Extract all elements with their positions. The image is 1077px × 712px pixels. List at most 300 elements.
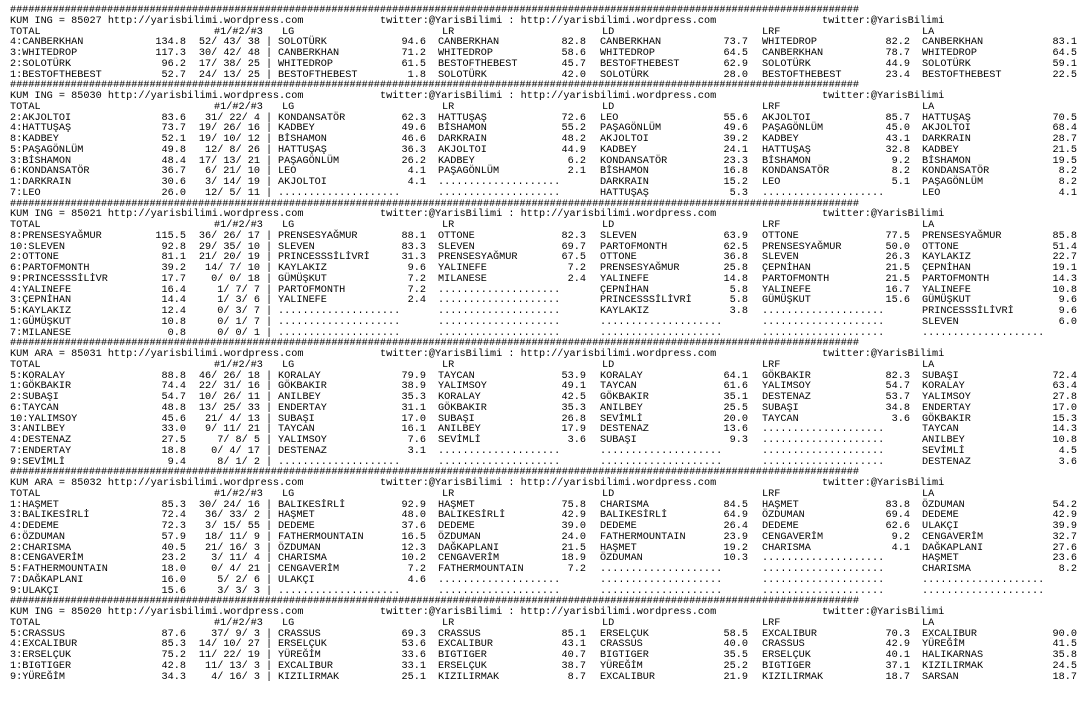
table-cell: 9.2 [891, 531, 910, 543]
table-row [10, 673, 1077, 684]
column-divider: | [266, 585, 273, 597]
table-cell: BİSHAMON [922, 155, 971, 167]
table-cell: .................... [762, 585, 885, 597]
horse-name: 3:WHITEDROP [10, 48, 78, 59]
separator-text: ############################################################################################################################################ [10, 467, 859, 479]
table-cell: 26.4 [723, 521, 748, 532]
column-divider: | [266, 273, 273, 285]
table-cell: ULAKÇI [922, 521, 959, 532]
table-cell: PAŞAGÖNLÜM [278, 155, 340, 167]
table-cell: 10/ 26/ 11 [198, 392, 260, 403]
table-cell: 36.7 [161, 166, 186, 178]
table-cell: DEDEME [600, 521, 637, 532]
table-cell: 19/ 26/ 16 [198, 123, 260, 135]
table-cell: 24.0 [561, 531, 586, 543]
table-cell: GÜMÜŞKUT [922, 295, 971, 307]
column-header: LA [922, 101, 935, 113]
table-cell: 88.1 [401, 230, 426, 242]
table-cell: 4.1 [891, 542, 910, 554]
table-cell: .................... [438, 295, 561, 307]
table-cell: YÜREĞİM [278, 650, 321, 661]
table-cell: 117.3 [155, 48, 186, 59]
table-cell: CHARISMA [278, 553, 327, 565]
table-cell: 35.1 [723, 392, 748, 403]
table-cell: BESTOFTHEBEST [438, 58, 518, 70]
table-cell: DESTENAZ [922, 456, 971, 468]
table-cell: CENGAVERİM [762, 531, 824, 543]
horse-name: 9:ULAKÇI [10, 585, 59, 597]
column-divider: | [266, 69, 273, 81]
horse-name: 6:ÖZDUMAN [10, 531, 66, 543]
table-cell: CHARISMA [922, 564, 971, 575]
table-cell: 6.0 [1058, 316, 1077, 328]
column-divider: | [266, 650, 273, 661]
table-cell: SEVİMLİ [438, 435, 481, 446]
table-cell: 55.2 [561, 123, 586, 135]
table-cell: .................... [922, 574, 1045, 586]
table-cell: 14.4 [161, 295, 186, 307]
table-cell: SLEVEN [278, 241, 315, 253]
table-cell: 30/ 24/ 16 [198, 499, 260, 511]
table-cell: KADBEY [922, 144, 959, 156]
table-cell: ENDERTAY [278, 402, 327, 414]
table-cell: 92.9 [401, 499, 426, 511]
table-cell: ANILBEY [922, 435, 965, 446]
table-cell: DESTENAZ [278, 445, 327, 457]
table-cell: HAŞMET [278, 510, 315, 522]
horse-name: 7:MILANESE [10, 327, 72, 339]
table-cell: .................... [600, 327, 723, 339]
table-cell: 15.6 [885, 295, 910, 307]
column-divider: | [266, 521, 273, 532]
column-header: #1/#2/#3 [214, 26, 263, 38]
table-cell: DESTENAZ [762, 392, 811, 403]
table-cell: 9/ 11/ 21 [204, 424, 260, 436]
table-cell: 22.5 [1052, 69, 1077, 81]
table-cell: 19/ 10/ 12 [198, 134, 260, 145]
horse-name: 5:KAYLAKIZ [10, 306, 72, 317]
header-text: KUM ING = 85021 http://yarisbilimi.wordpress.com [10, 209, 304, 221]
table-cell: 44.9 [561, 144, 586, 156]
table-cell: WHITEDROP [762, 37, 818, 49]
table-cell: 31.3 [401, 252, 426, 264]
table-cell: 64.9 [723, 510, 748, 522]
horse-name: 2:SUBAŞI [10, 392, 59, 403]
table-cell: YALIMSOY [278, 435, 327, 446]
separator-text: ############################################################################################################################################ [10, 338, 859, 350]
table-cell: 64.1 [723, 370, 748, 382]
separator-text: ############################################################################################################################################ [10, 80, 859, 92]
table-cell: 96.2 [161, 58, 186, 70]
column-divider: | [266, 381, 273, 393]
column-header: LA [922, 359, 935, 371]
table-cell: 72.3 [161, 521, 186, 532]
table-cell: ERSELÇUK [278, 639, 327, 651]
table-cell: .................... [762, 456, 885, 468]
table-cell: DEDEME [438, 521, 475, 532]
column-divider: | [266, 37, 273, 49]
table-cell: KONDANSATÖR [600, 155, 668, 167]
table-cell: 9.6 [407, 263, 426, 274]
table-cell: .................... [438, 284, 561, 296]
table-cell: 82.8 [561, 37, 586, 49]
table-cell: 63.4 [1052, 381, 1077, 393]
table-cell: 49.6 [401, 123, 426, 135]
table-cell: 0/ 4/ 17 [211, 445, 260, 457]
table-cell: LEO [600, 112, 619, 124]
table-cell: 33.6 [401, 650, 426, 661]
column-divider: | [266, 112, 273, 124]
horse-name: 7:ENDERTAY [10, 445, 72, 457]
table-cell: LEO [922, 187, 941, 199]
table-cell: 23.3 [723, 155, 748, 167]
table-cell: .................... [600, 564, 723, 575]
table-cell: 18/ 11/ 9 [204, 531, 260, 543]
table-cell: 16.7 [885, 284, 910, 296]
table-cell: 0/ 1/ 7 [217, 316, 260, 328]
horse-name: 2:CHARISMA [10, 542, 72, 554]
table-cell: 9.3 [729, 435, 748, 446]
horse-name: 1:BIGTIGER [10, 660, 72, 672]
table-cell: 7.2 [567, 263, 586, 274]
table-cell: BESTOFTHEBEST [922, 69, 1002, 81]
table-cell: 8.2 [1058, 166, 1077, 178]
table-cell: CENGAVERİM [438, 553, 500, 565]
table-cell: 0/ 4/ 21 [211, 564, 260, 575]
table-cell: 32.7 [1052, 531, 1077, 543]
table-cell: .................... [762, 574, 885, 586]
table-cell: 10.8 [1052, 284, 1077, 296]
table-cell: 26.2 [401, 155, 426, 167]
table-cell: 36/ 33/ 2 [204, 510, 260, 522]
table-cell: 42.9 [561, 510, 586, 522]
table-cell: 2.4 [407, 295, 426, 307]
table-cell: 50.0 [885, 241, 910, 253]
table-cell: 18.7 [885, 671, 910, 683]
table-cell: 37/ 9/ 3 [211, 628, 260, 640]
header-text: twitter:@YarisBilimi : http://yarisbilimi.wordpress.com [380, 15, 717, 27]
header-text: KUM ING = 85027 http://yarisbilimi.wordpress.com [10, 15, 304, 27]
table-cell: KONDANSATÖR [278, 112, 346, 124]
table-cell: 42.9 [1052, 510, 1077, 522]
table-cell: SLEVEN [762, 252, 799, 264]
table-cell: ÖZDUMAN [438, 531, 481, 543]
table-cell: 62.5 [723, 241, 748, 253]
table-cell: 16.4 [161, 284, 186, 296]
table-cell: ÖZDUMAN [278, 542, 321, 554]
table-cell: 25.1 [401, 671, 426, 683]
table-cell: HATTUŞAŞ [922, 112, 971, 124]
table-cell: 57.9 [161, 531, 186, 543]
table-cell: KIZILIRMAK [438, 671, 500, 683]
table-cell: 35.8 [1052, 650, 1077, 661]
column-divider: | [266, 499, 273, 511]
table-cell: SOLOTÜRK [278, 37, 327, 49]
table-cell: DAĞKAPLANI [922, 542, 984, 554]
table-cell: 8.2 [1058, 564, 1077, 575]
table-cell: 49.8 [161, 144, 186, 156]
table-cell: 17.0 [1052, 402, 1077, 414]
column-divider: | [266, 252, 273, 264]
horse-name: 9:PRINCESSSİLİVR [10, 273, 108, 285]
column-header: LD [602, 617, 615, 629]
table-cell: 7.2 [567, 564, 586, 575]
table-cell: 40.1 [885, 650, 910, 661]
table-cell: CRASSUS [762, 639, 805, 651]
table-cell: KONDANSATÖR [922, 166, 990, 178]
table-cell: BİSHAMON [762, 155, 811, 167]
table-cell: 13/ 25/ 33 [198, 402, 260, 414]
table-cell: 34.8 [885, 402, 910, 414]
table-cell: YALIMSOY [922, 392, 971, 403]
table-cell: PRINCESSSİLİVRİ [922, 306, 1014, 317]
table-cell: 85.3 [161, 639, 186, 651]
column-divider: | [266, 177, 273, 188]
table-cell: 21/ 20/ 19 [198, 252, 260, 264]
table-cell: 5.8 [729, 295, 748, 307]
table-cell: BESTOFTHEBEST [600, 58, 680, 70]
header-text: twitter:@YarisBilimi : http://yarisbilimi.wordpress.com [380, 349, 717, 360]
column-header: LG [282, 488, 295, 500]
table-cell: 9.6 [1058, 306, 1077, 317]
table-cell: 9.2 [891, 155, 910, 167]
table-cell: 45.6 [161, 413, 186, 425]
horse-name: 4:DESTENAZ [10, 435, 72, 446]
table-cell: 69.3 [401, 628, 426, 640]
table-cell: 82.3 [885, 370, 910, 382]
table-cell: .................... [438, 574, 561, 586]
table-cell: 94.6 [401, 37, 426, 49]
table-cell: HALIKARNAS [922, 650, 984, 661]
table-cell: .................... [278, 187, 401, 199]
column-header: LR [442, 488, 455, 500]
table-cell: CRASSUS [438, 628, 481, 640]
table-cell: 21.5 [885, 263, 910, 274]
horse-name: 4:DEDEME [10, 521, 59, 532]
column-header: LRF [762, 359, 781, 371]
table-cell: 45.7 [561, 58, 586, 70]
table-cell: 69.4 [885, 510, 910, 522]
column-divider: | [266, 531, 273, 543]
table-cell: 85.7 [885, 112, 910, 124]
header-text: twitter:@YarisBilimi [822, 209, 945, 221]
table-cell: OTTONE [762, 230, 799, 242]
table-cell: 51.4 [1052, 241, 1077, 253]
horse-name: 6:PARTOFMONTH [10, 263, 90, 274]
table-cell: 4.1 [1058, 187, 1077, 199]
table-cell: 83.6 [161, 112, 186, 124]
column-header: LG [282, 617, 295, 629]
table-cell: KORALAY [278, 370, 321, 382]
table-cell: CENGAVERİM [278, 564, 340, 575]
table-row [10, 662, 1077, 673]
table-cell: 4.1 [407, 166, 426, 178]
horse-name: 5:CRASSUS [10, 628, 66, 640]
table-cell: PRINCESSSİLİVRİ [278, 252, 370, 264]
table-cell: 8.2 [891, 166, 910, 178]
horse-name: 1:DARKRAIN [10, 177, 72, 188]
table-cell: 49.1 [561, 381, 586, 393]
table-cell: .................... [762, 316, 885, 328]
column-divider: | [266, 392, 273, 403]
table-cell: 63.9 [723, 230, 748, 242]
table-row [10, 146, 1077, 157]
column-divider: | [266, 435, 273, 446]
table-cell: 36/ 26/ 17 [198, 230, 260, 242]
table-cell: 7.2 [407, 564, 426, 575]
table-cell: 13.6 [723, 424, 748, 436]
table-cell: 19.2 [723, 542, 748, 554]
table-cell: 5/ 2/ 6 [217, 574, 260, 586]
table-cell: .................... [438, 177, 561, 188]
table-cell: FATHERMOUNTAIN [278, 531, 364, 543]
table-row [10, 318, 1077, 329]
table-cell: 37.1 [885, 660, 910, 672]
column-divider: | [266, 144, 273, 156]
table-cell: 45.0 [885, 123, 910, 135]
table-cell: 31.1 [401, 402, 426, 414]
table-cell: PRENSESYAĞMUR [278, 230, 358, 242]
table-cell: 55.6 [723, 112, 748, 124]
table-cell: 3.6 [567, 435, 586, 446]
table-cell: 2.4 [567, 273, 586, 285]
table-cell: YALINEFE [762, 284, 811, 296]
table-cell: 82.3 [561, 230, 586, 242]
column-header: LG [282, 101, 295, 113]
table-cell: 17/ 13/ 21 [198, 155, 260, 167]
table-cell: ERSELÇUK [762, 650, 811, 661]
table-cell: 5.1 [891, 177, 910, 188]
table-cell: 4/ 16/ 3 [211, 671, 260, 683]
table-cell: 21.5 [885, 273, 910, 285]
table-cell: 77.5 [885, 230, 910, 242]
header-text: KUM ARA = 85032 http://yarisbilimi.wordpress.com [10, 478, 304, 489]
table-row [10, 60, 1077, 71]
table-cell: 35.5 [723, 650, 748, 661]
table-cell: 10.3 [723, 553, 748, 565]
table-cell: .................... [438, 306, 561, 317]
horse-name: 9:SEVİMLİ [10, 456, 66, 468]
column-header: LG [282, 26, 295, 38]
table-cell: 16.0 [161, 574, 186, 586]
table-cell: 27.6 [1052, 542, 1077, 554]
table-cell: CHARISMA [600, 499, 649, 511]
column-divider: | [266, 134, 273, 145]
table-cell: 48.2 [561, 134, 586, 145]
table-cell: 64.5 [1052, 48, 1077, 59]
table-cell: 40.7 [561, 650, 586, 661]
column-divider: | [266, 456, 273, 468]
table-cell: 30.6 [161, 177, 186, 188]
column-header: LD [602, 359, 615, 371]
column-header: LD [602, 220, 615, 231]
table-cell: 10.8 [161, 316, 186, 328]
table-cell: 23.4 [885, 69, 910, 81]
table-cell: 6.2 [567, 155, 586, 167]
table-cell: 79.9 [401, 370, 426, 382]
horse-name: 4:YALINEFE [10, 284, 72, 296]
table-cell: 85.1 [561, 628, 586, 640]
table-cell: ERSELÇUK [600, 628, 649, 640]
table-cell: SOLOTÜRK [922, 58, 971, 70]
table-row [10, 533, 1077, 544]
table-cell: PARTOFMONTH [600, 241, 668, 253]
table-cell: 1/ 3/ 6 [217, 295, 260, 307]
table-cell: YALIMSOY [438, 381, 487, 393]
column-divider: | [266, 123, 273, 135]
table-cell: DARKRAIN [438, 134, 487, 145]
table-cell: 33.0 [161, 424, 186, 436]
table-cell: 28.0 [723, 69, 748, 81]
table-cell: 32.8 [885, 144, 910, 156]
column-divider: | [266, 660, 273, 672]
table-cell: 18.0 [161, 564, 186, 575]
table-cell: PAŞAGÖNLÜM [762, 123, 824, 135]
table-cell: KADBEY [438, 155, 475, 167]
table-cell: HAŞMET [762, 499, 799, 511]
table-cell: 73.7 [161, 123, 186, 135]
table-cell: 90.0 [1052, 628, 1077, 640]
column-header: TOTAL [10, 220, 41, 231]
horse-name: 8:KADBEY [10, 134, 59, 145]
table-cell: CRASSUS [600, 639, 643, 651]
horse-name: 5:FATHERMOUNTAIN [10, 564, 108, 575]
table-cell: PRENSESYAĞMUR [922, 230, 1002, 242]
column-divider: | [266, 48, 273, 59]
table-cell: HATTUŞAŞ [762, 144, 811, 156]
table-cell: YALINEFE [438, 263, 487, 274]
table-cell: HATTUŞAŞ [278, 144, 327, 156]
table-cell: .................... [438, 445, 561, 457]
horse-name: 6:KONDANSATÖR [10, 166, 90, 178]
table-cell: LEO [278, 166, 297, 178]
table-cell: ÇEPNİHAN [600, 284, 649, 296]
table-cell: 0/ 0/ 18 [211, 273, 260, 285]
table-cell: OTTONE [922, 241, 959, 253]
table-cell: 10.2 [401, 553, 426, 565]
table-cell: 36.8 [723, 252, 748, 264]
column-divider: | [266, 327, 273, 339]
column-header: LRF [762, 101, 781, 113]
header-text: twitter:@YarisBilimi : http://yarisbilimi.wordpress.com [380, 478, 717, 489]
horse-name: 1:GÜMÜŞKUT [10, 316, 72, 328]
table-cell: 43.1 [885, 134, 910, 145]
table-cell: TAYCAN [278, 424, 315, 436]
table-cell: 85.8 [1052, 230, 1077, 242]
table-cell: 42.5 [561, 392, 586, 403]
table-cell: 39.2 [161, 263, 186, 274]
table-cell: 14.8 [723, 273, 748, 285]
table-cell: 71.2 [401, 48, 426, 59]
table-cell: 87.6 [161, 628, 186, 640]
table-cell: 16.8 [723, 166, 748, 178]
table-cell: 9.6 [1058, 295, 1077, 307]
table-cell: 29/ 35/ 10 [198, 241, 260, 253]
table-cell: LEO [762, 177, 781, 188]
table-cell: 3/ 14/ 19 [204, 177, 260, 188]
column-divider: | [266, 263, 273, 274]
table-cell: GÜMÜŞKUT [278, 273, 327, 285]
table-cell: 17.0 [401, 413, 426, 425]
table-cell: 54.7 [885, 381, 910, 393]
column-header: LR [442, 101, 455, 113]
table-cell: 54.7 [161, 392, 186, 403]
header-text: twitter:@YarisBilimi [822, 91, 945, 102]
table-cell: CANBERKHAN [762, 48, 824, 59]
table-cell: 75.2 [161, 650, 186, 661]
table-cell: EXCALIBUR [278, 660, 334, 672]
table-cell: 23.6 [1052, 553, 1077, 565]
